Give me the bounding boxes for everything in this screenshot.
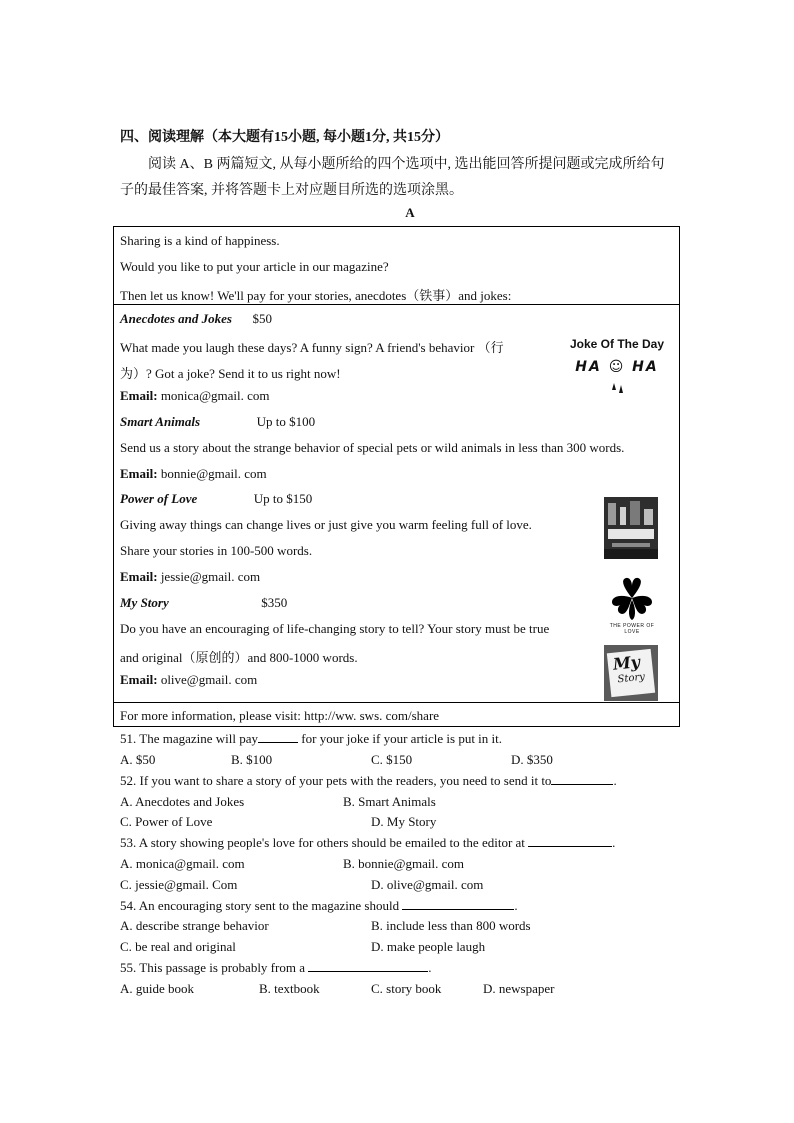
category-pay: Up to $150 xyxy=(253,491,313,506)
category-anecdotes xyxy=(120,311,272,327)
question-stem-end: for your joke if your article is put in it. xyxy=(298,731,503,746)
option-55-b: B. textbook xyxy=(259,981,320,996)
question-stem-end: . xyxy=(613,773,617,788)
heart-flower-icon xyxy=(604,574,660,622)
question-stem-end: . xyxy=(514,898,518,913)
option-53-c: C. jessie@gmail. Com xyxy=(120,877,238,892)
category-name: Smart Animals xyxy=(120,414,201,429)
email-address: olive@gmail. com xyxy=(160,672,258,687)
divider xyxy=(114,304,679,305)
category-pay: $50 xyxy=(252,311,272,326)
question-stem: 55. This passage is probably from a xyxy=(120,960,309,975)
answer-blank xyxy=(402,898,514,910)
question-stem-end: . xyxy=(612,835,616,850)
power-of-love-desc-1: Giving away things can change lives or just give you warm feeling full of love. xyxy=(120,517,532,532)
my-story-card xyxy=(607,649,655,697)
question-stem: 54. An encouraging story sent to the magazine should xyxy=(120,898,403,913)
answer-blank xyxy=(258,731,298,743)
my-story-email xyxy=(120,672,257,688)
answer-blank xyxy=(551,773,613,785)
power-of-love-logo xyxy=(604,574,660,634)
option-54-a: A. describe strange behavior xyxy=(120,918,269,933)
my-story-desc-1: Do you have an encouraging of life-changing story to tell? Your story must be true xyxy=(120,621,550,636)
option-51-d: D. $350 xyxy=(511,752,553,767)
question-54 xyxy=(120,898,518,914)
email-label: Email: xyxy=(120,466,158,481)
intro-line-2: Would you like to put your article in our magazine? xyxy=(120,259,389,274)
instructions-line-2: 子的最佳答案, 并将答题卡上对应题目所选的选项涂黑。 xyxy=(120,183,463,198)
section-heading: 四、阅读理解（本大题有15小题, 每小题1分, 共15分） xyxy=(120,130,449,145)
question-52 xyxy=(120,773,617,789)
book-cover-art-icon xyxy=(604,497,658,559)
email-address: jessie@gmail. com xyxy=(160,569,261,584)
option-52-a: A. Anecdotes and Jokes xyxy=(120,794,245,809)
my-story-text-2: Story xyxy=(617,671,646,686)
my-story-image xyxy=(604,645,658,701)
laugh-drops-icon xyxy=(610,381,626,397)
answer-blank xyxy=(308,960,428,972)
instructions-line-1: 阅读 A、B 两篇短文, 从每小题所给的四个选项中, 选出能回答所提问题或完成所给句 xyxy=(148,157,665,172)
question-stem: 52. If you want to share a story of your pets with the readers, you need to send it to xyxy=(120,773,552,788)
category-pay: Up to $100 xyxy=(256,414,316,429)
category-name: Power of Love xyxy=(120,491,198,506)
answer-blank xyxy=(528,835,612,847)
power-of-love-desc-2: Share your stories in 100-500 words. xyxy=(120,543,313,558)
option-55-d: D. newspaper xyxy=(483,981,555,996)
question-53 xyxy=(120,835,615,851)
option-52-d: D. My Story xyxy=(371,814,437,829)
intro-line-3: Then let us know! We'll pay for your stories, anecdotes（铁事）and jokes: xyxy=(120,288,512,303)
category-pay: $350 xyxy=(261,595,288,610)
email-label: Email: xyxy=(120,388,158,403)
intro-line-1: Sharing is a kind of happiness. xyxy=(120,233,280,248)
question-55 xyxy=(120,960,431,976)
category-smart-animals xyxy=(120,414,315,430)
footer-link-text: For more information, please visit: http://ww. sws. com/share xyxy=(120,708,440,723)
category-my-story xyxy=(120,595,287,611)
my-story-desc-2: and original（原创的）and 800-1000 words. xyxy=(120,650,358,665)
power-of-love-email xyxy=(120,569,260,585)
option-54-b: B. include less than 800 words xyxy=(371,918,531,933)
option-53-b: B. bonnie@gmail. com xyxy=(343,856,465,871)
option-54-d: D. make people laugh xyxy=(371,939,486,954)
email-label: Email: xyxy=(120,672,158,687)
option-55-a: A. guide book xyxy=(120,981,195,996)
category-name: My Story xyxy=(120,595,169,610)
option-55-c: C. story book xyxy=(371,981,442,996)
anecdotes-desc-1: What made you laugh these days? A funny sign? A friend's behavior （行 xyxy=(120,340,504,355)
logo-caption: THE POWER OF LOVE xyxy=(609,623,655,634)
divider xyxy=(114,702,679,703)
joke-of-the-day-image xyxy=(564,331,670,401)
category-power-of-love xyxy=(120,491,312,507)
my-story-text-1: My xyxy=(612,652,641,674)
email-address: bonnie@gmail. com xyxy=(160,466,267,481)
smart-animals-email xyxy=(120,466,267,482)
option-51-a: A. $50 xyxy=(120,752,156,767)
question-stem-end: . xyxy=(428,960,432,975)
anecdotes-email xyxy=(120,388,270,404)
joke-image-title: Joke Of The Day xyxy=(569,337,665,351)
book-cover-image xyxy=(604,497,658,559)
smart-animals-desc: Send us a story about the strange behavior of special pets or wild animals in less than 300 words. xyxy=(120,440,625,455)
option-54-c: C. be real and original xyxy=(120,939,236,954)
option-53-d: D. olive@gmail. com xyxy=(371,877,484,892)
option-51-b: B. $100 xyxy=(231,752,273,767)
option-51-c: C. $150 xyxy=(371,752,413,767)
advertisement-box xyxy=(113,226,680,727)
question-stem: 51. The magazine will pay xyxy=(120,731,259,746)
category-name: Anecdotes and Jokes xyxy=(120,311,232,326)
question-51 xyxy=(120,731,502,747)
option-53-a: A. monica@gmail. com xyxy=(120,856,245,871)
email-address: monica@gmail. com xyxy=(160,388,270,403)
passage-label: A xyxy=(405,205,415,220)
laughing-face-icon: HA ☺ HA xyxy=(575,359,659,375)
option-52-c: C. Power of Love xyxy=(120,814,213,829)
email-label: Email: xyxy=(120,569,158,584)
option-52-b: B. Smart Animals xyxy=(343,794,436,809)
anecdotes-desc-2: 为）? Got a joke? Send it to us right now! xyxy=(120,366,341,381)
question-stem: 53. A story showing people's love for others should be emailed to the editor at xyxy=(120,835,529,850)
